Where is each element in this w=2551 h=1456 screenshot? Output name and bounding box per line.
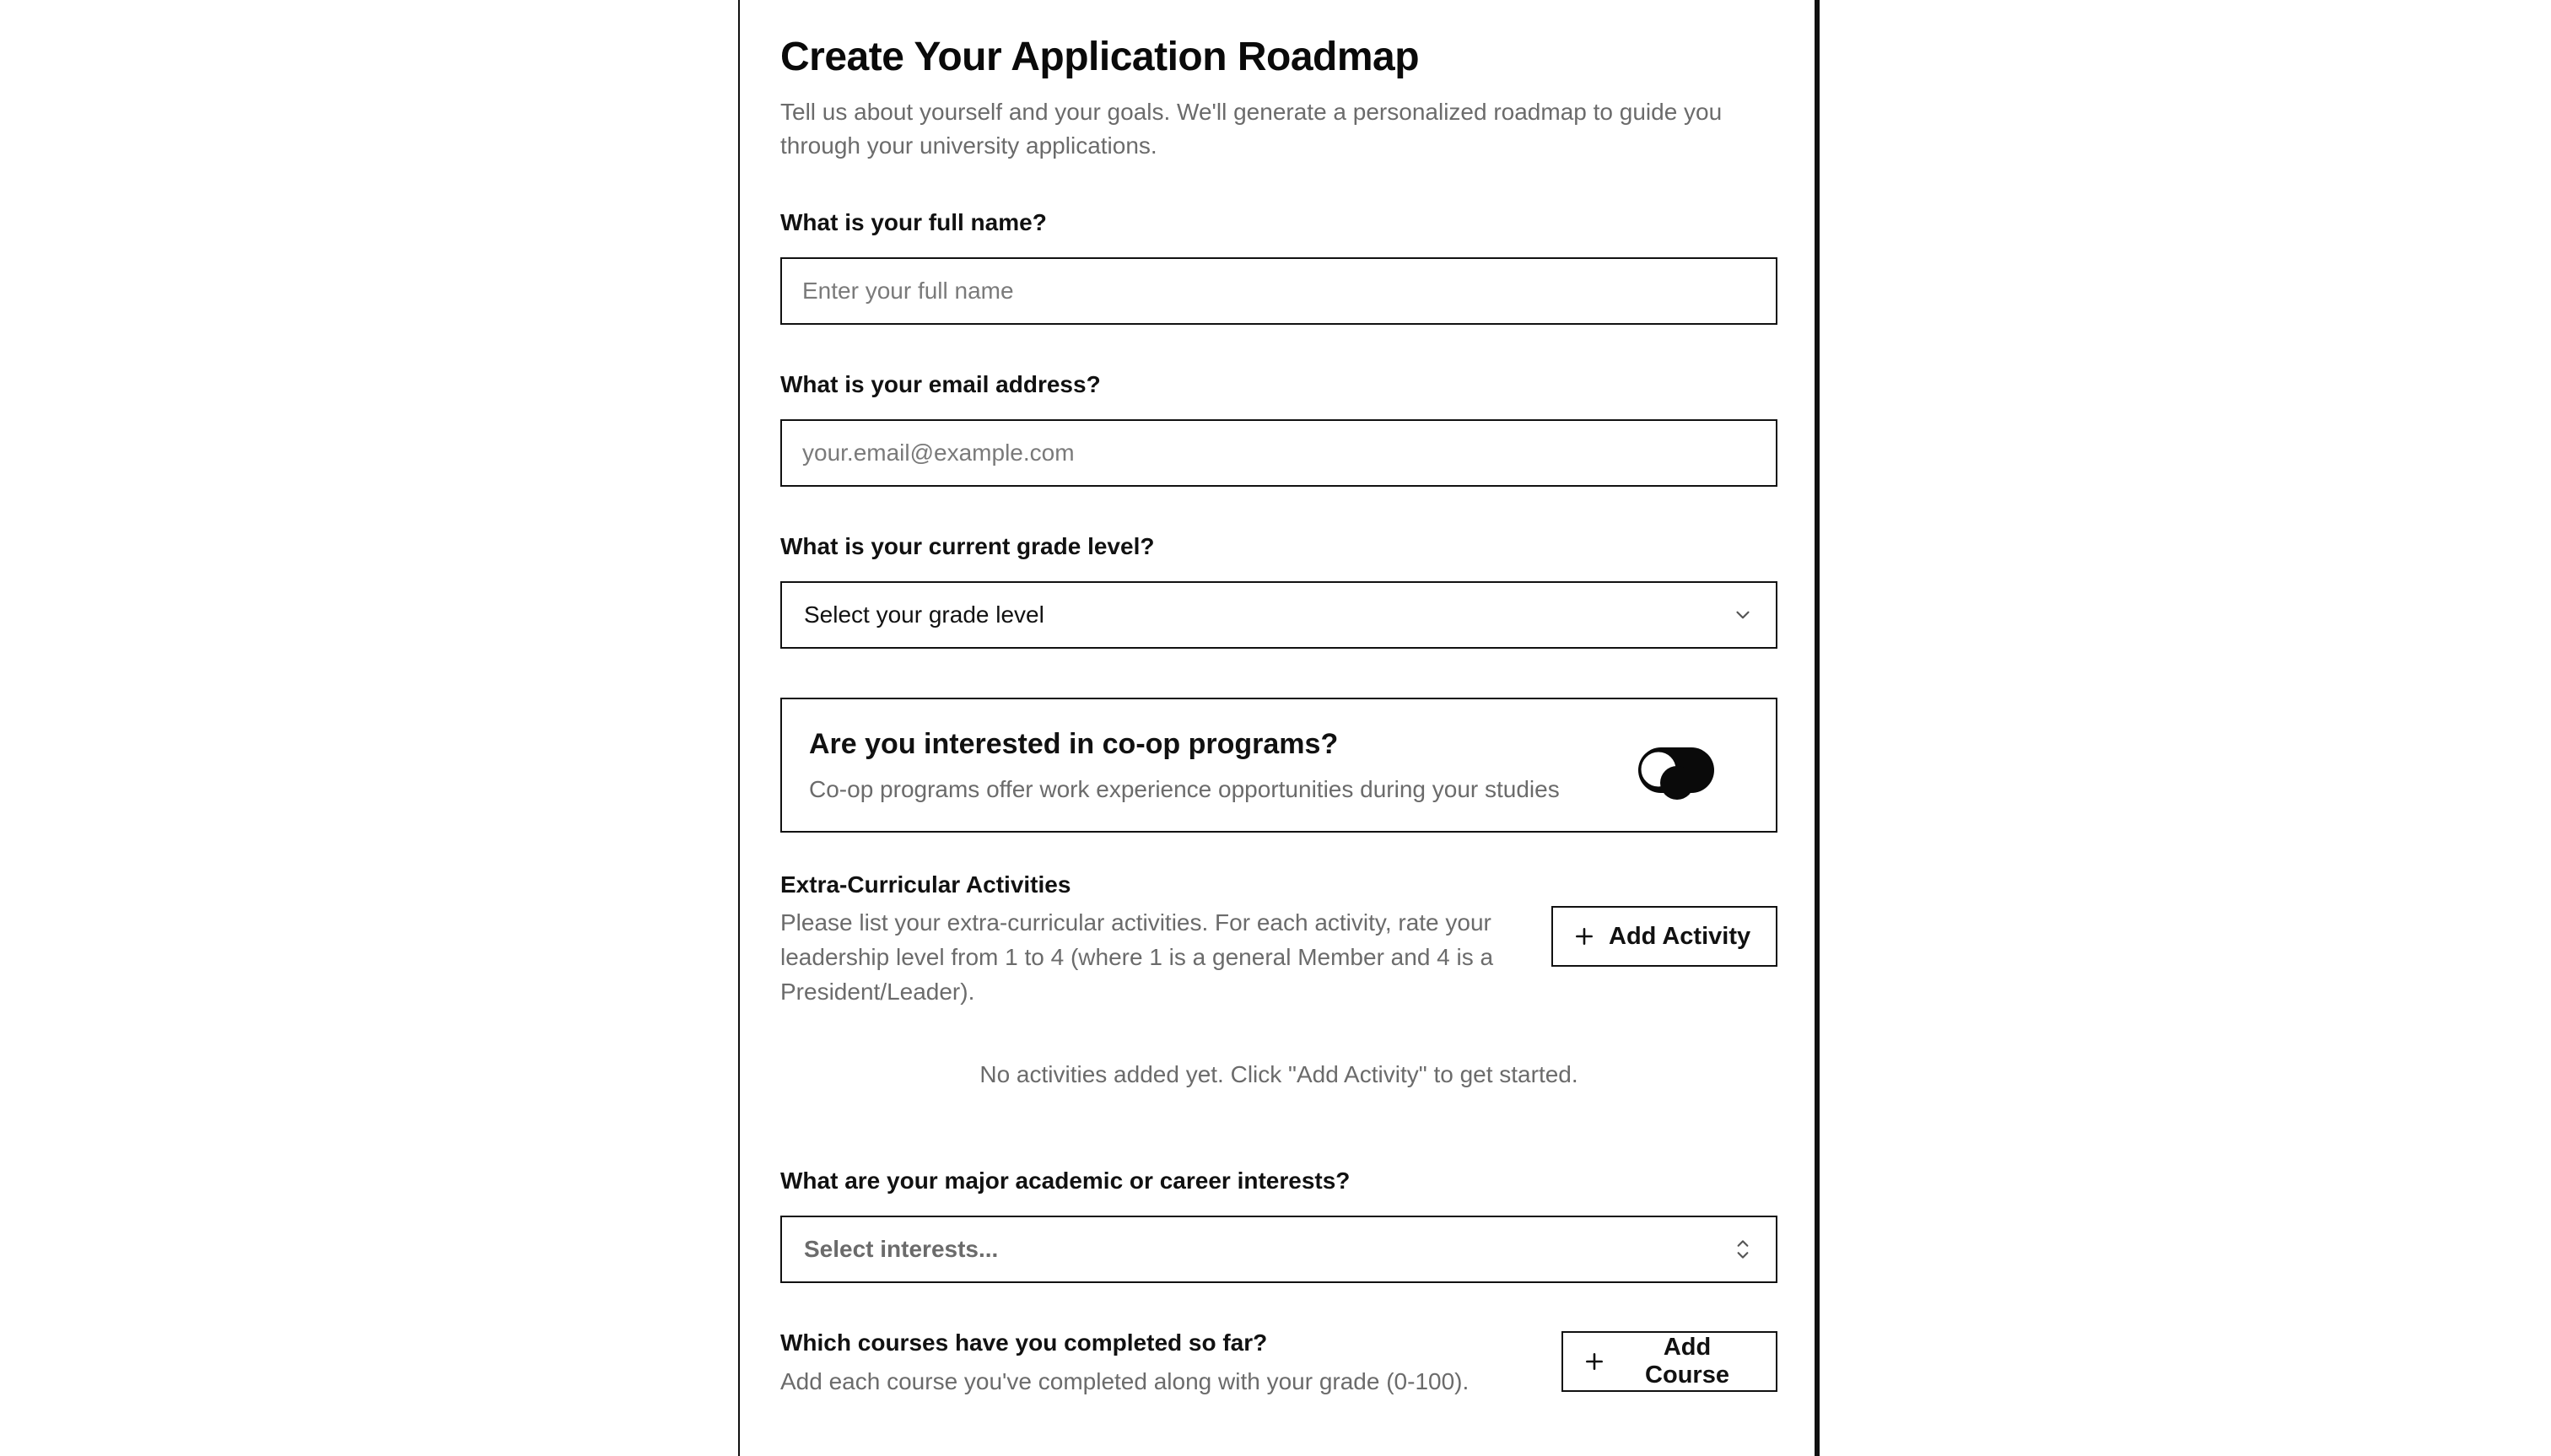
interests-select[interactable] (780, 1216, 1777, 1283)
chevron-down-icon (1732, 604, 1754, 626)
chevrons-up-down-icon (1732, 1237, 1754, 1262)
activities-description: Please list your extra-curricular activities. For each activity, rate your leadership level from 1 to 4 (where 1 is a general Member and 4 is a President/Leader). (780, 909, 1494, 1005)
add-activity-label: Add Activity (1609, 922, 1751, 950)
courses-label: Which courses have you completed so far? (780, 1329, 1268, 1356)
coop-description: Co-op programs offer work experience opportunities during your studies (809, 776, 1560, 802)
full-name-label: What is your full name? (780, 209, 1047, 235)
page-title: Create Your Application Roadmap (780, 35, 1420, 79)
grade-level-select[interactable] (780, 581, 1777, 649)
grade-level-value: Select your grade level (804, 601, 1044, 628)
full-name-input[interactable] (780, 257, 1777, 325)
add-course-label: Add Course (1645, 1334, 1729, 1389)
grade-level-label: What is your current grade level? (780, 533, 1155, 559)
email-label: What is your email address? (780, 371, 1101, 397)
email-input[interactable] (780, 419, 1777, 487)
activities-empty-note: No activities added yet. Click "Add Activity" to get started. (979, 1061, 1578, 1087)
plus-icon (1573, 925, 1595, 947)
activities-title: Extra-Curricular Activities (780, 871, 1071, 898)
interests-label: What are your major academic or career interests? (780, 1167, 1351, 1194)
coop-question-box (780, 698, 1777, 833)
coop-toggle[interactable] (1638, 746, 1714, 800)
interests-value: Select interests... (804, 1236, 999, 1262)
page-subtitle: Tell us about yourself and your goals. We'll generate a personalized roadmap to guide you through your university applications. (780, 99, 1723, 159)
coop-title: Are you interested in co-op programs? (809, 728, 1339, 760)
courses-description: Add each course you've completed along with your grade (0-100). (780, 1368, 1470, 1394)
add-activity-button[interactable] (1551, 906, 1777, 967)
roadmap-form-card (738, 0, 1820, 1456)
add-course-button[interactable] (1561, 1331, 1777, 1392)
plus-icon (1583, 1351, 1605, 1372)
